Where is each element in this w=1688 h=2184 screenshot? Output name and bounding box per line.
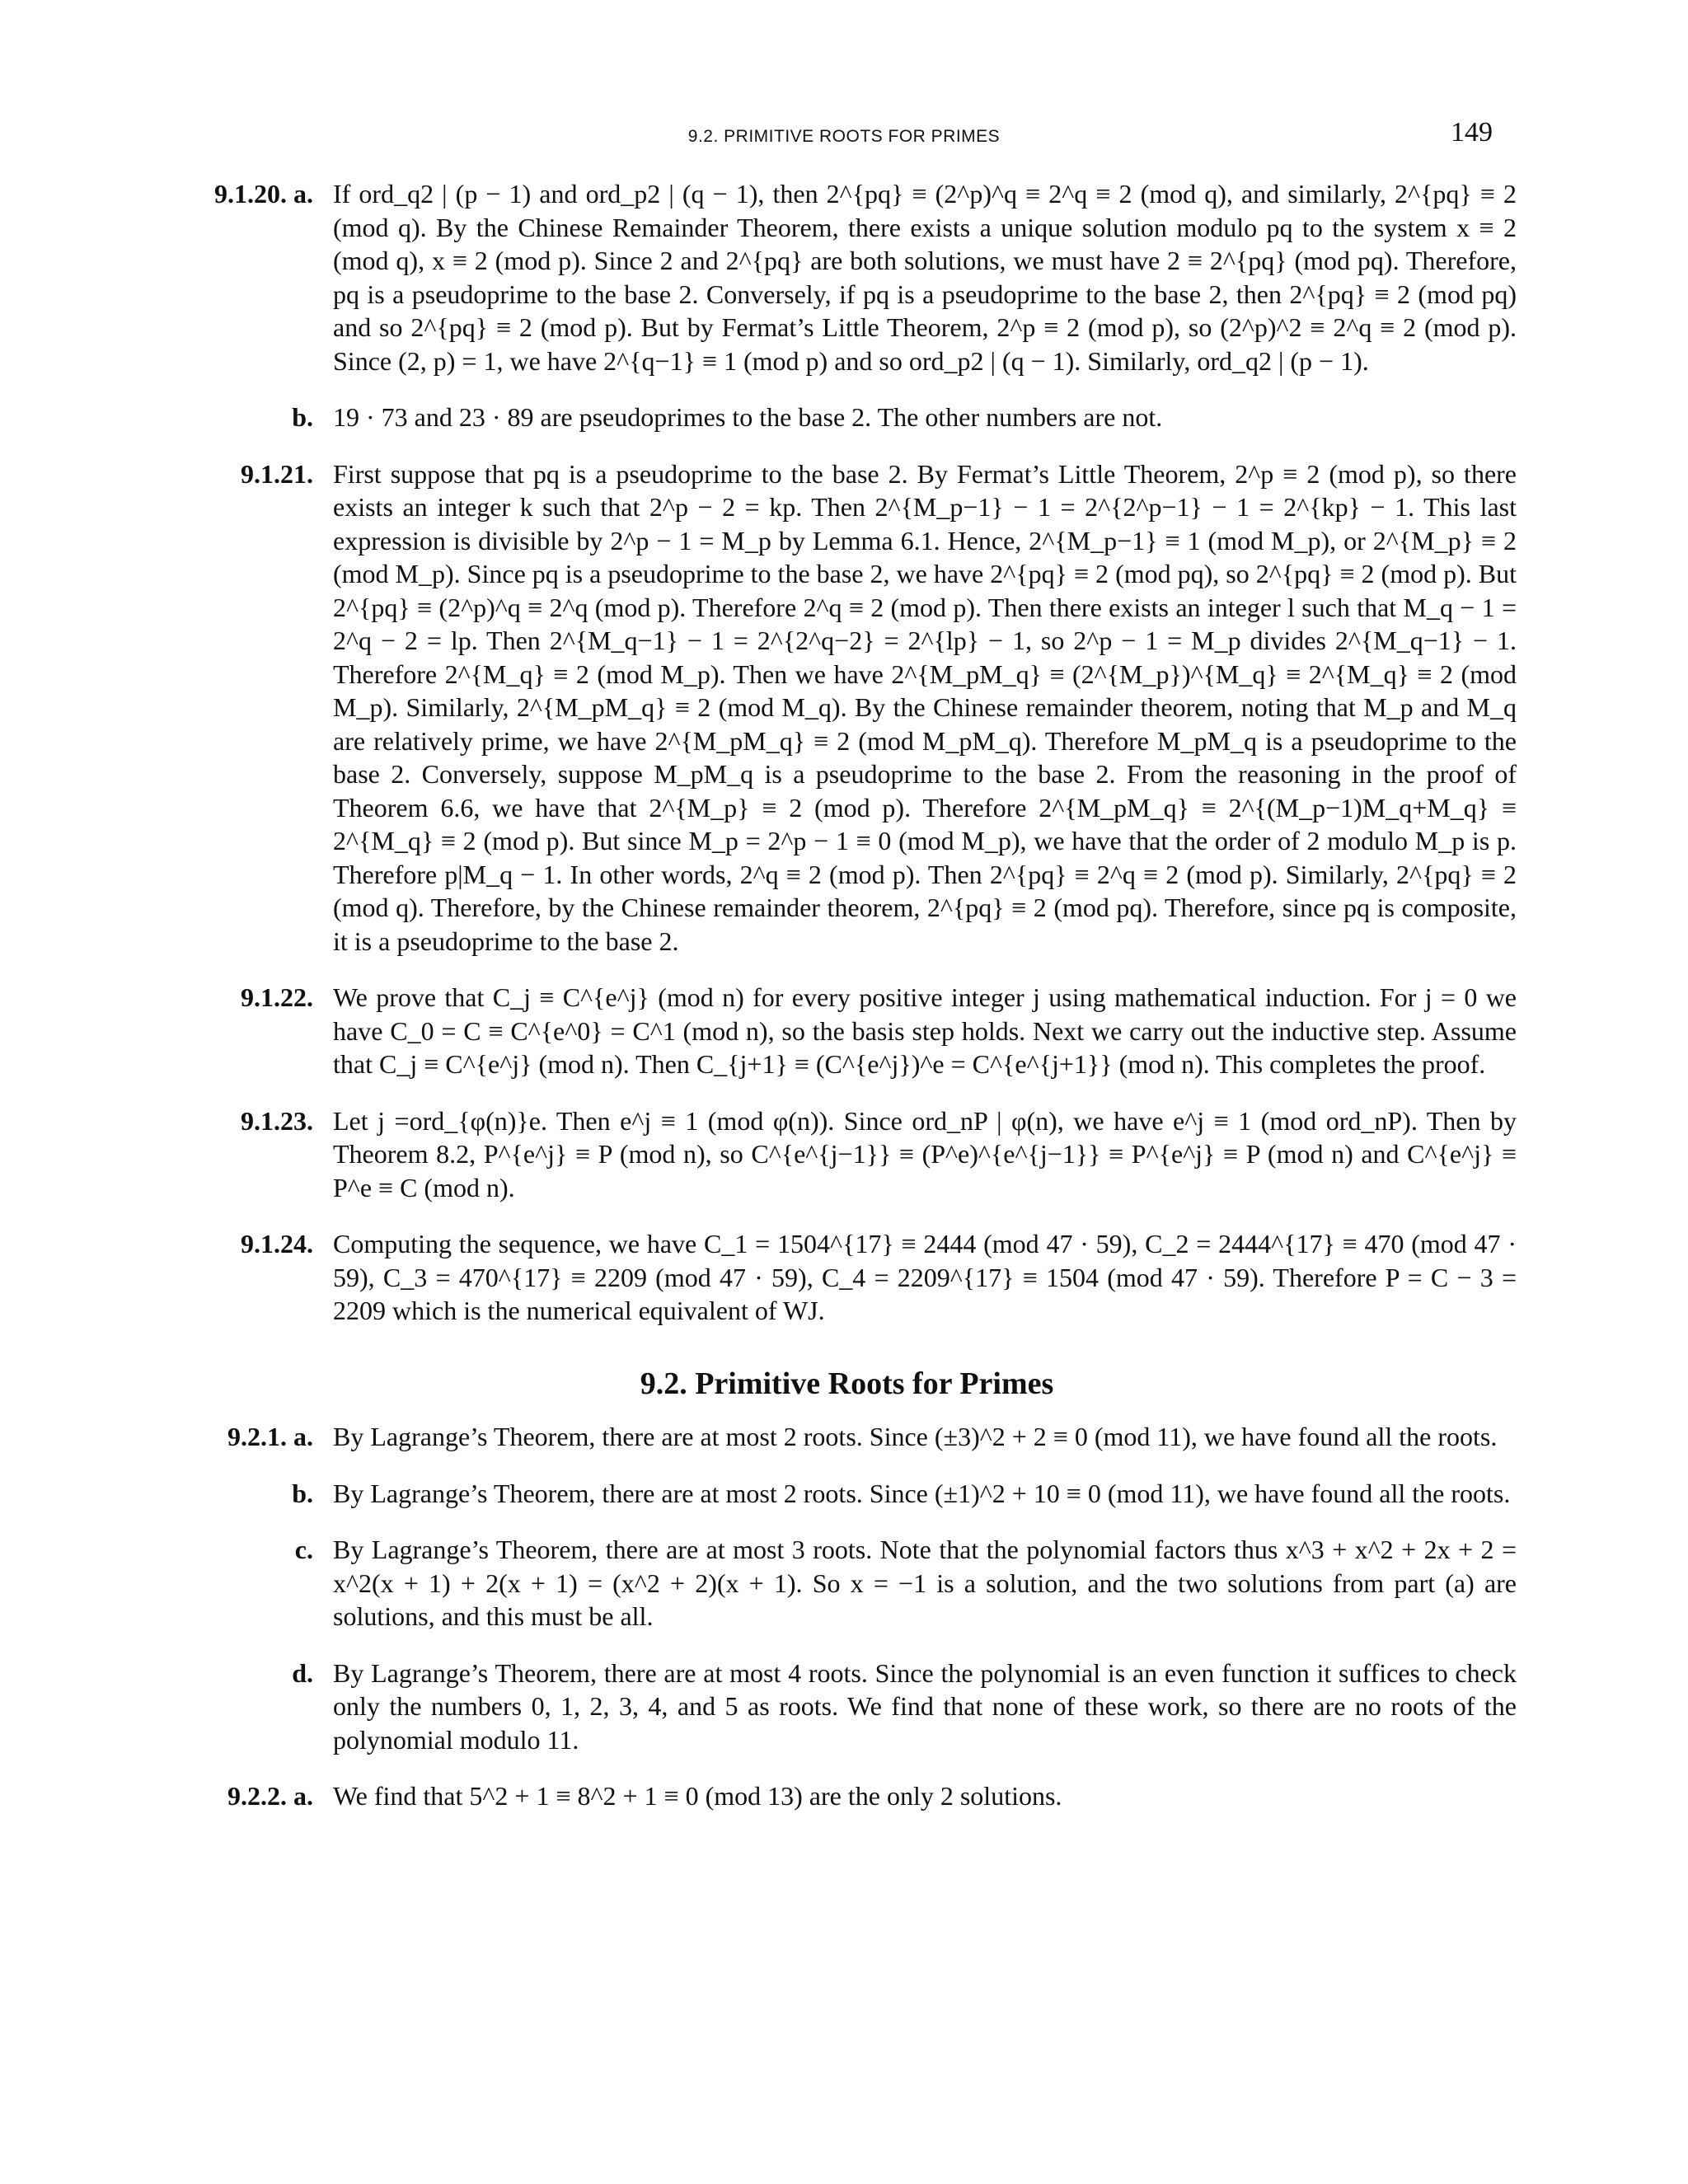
page-number: 149 (1451, 117, 1493, 148)
solution-label: b. (292, 1478, 313, 1508)
solution-label: 9.1.24. (241, 1229, 313, 1258)
section-title: 9.2. Primitive Roots for Primes (640, 1366, 1054, 1401)
solution-9-2-1-d (177, 1657, 1517, 1757)
solution-label: 9.1.23. (241, 1105, 313, 1136)
solution-text: First suppose that pq is a pseudoprime to the base 2. By Fermat’s Little Theorem, 2^p ≡ 2 (mod p), so there exists an integer k such that 2^p − 2 = kp. Then 2^{M_p−1} − 1 = 2^{2^p−1} − 1 = 2^{kp} − 1. This last expression is divisible by 2^p − 1 = M_p by Lemma 6.1. Hence, 2^{M_p−1} ≡ 1 (mod M_p), or 2^{M_p} ≡ 2 (mod M_p). Since pq is a pseudoprime to the base 2, we have 2^{pq} ≡ 2 (mod pq), so 2^{pq} ≡ 2 (mod p). But 2^{pq} ≡ (2^p)^q ≡ 2^q (mod p). Therefore 2^q ≡ 2 (mod p). Then there exists an integer l such that M_q − 1 = 2^q − 2 = lp. Then 2^{M_q−1} − 1 = 2^{2^q−2} = 2^{lp} − 1, so 2^p − 1 = M_p divides 2^{M_q−1} − 1. Therefore 2^{M_q} ≡ 2 (mod M_p). Then we have 2^{M_pM_q} ≡ (2^{M_p})^{M_q} ≡ 2^{M_q} ≡ 2 (mod M_p). Similarly, 2^{M_pM_q} ≡ 2 (mod M_q). By the Chinese remainder theorem, noting that M_p and M_q are relatively prime, we have 2^{M_pM_q} ≡ 2 (mod M_pM_q). Therefore M_pM_q is a pseudoprime to the base 2. Conversely, suppose M_pM_q is a pseudoprime to the base 2. From the reasoning in the proof of Theorem 6.6, we have that 2^{M_p} ≡ 2 (mod p). Therefore 2^{M_pM_q} ≡ 2^{(M_p−1)M_q+M_q} ≡ 2^{M_q} ≡ 2 (mod p). But since M_p = 2^p − 1 ≡ 0 (mod M_p), we have that the order of 2 modulo M_p is p. Therefore p|M_q − 1. In other words, 2^q ≡ 2 (mod p). Then 2^{pq} ≡ 2^q ≡ 2 (mod p). Similarly, 2^{pq} ≡ 2 (mod q). Therefore, by the Chinese remainder theorem, 2^{pq} ≡ 2 (mod pq). Therefore, since pq is composite, it is a pseudoprime to the base 2. (333, 458, 1517, 956)
solution-9-1-22 (177, 981, 1517, 1081)
solution-label: c. (294, 1535, 313, 1564)
page-content (177, 177, 1517, 1836)
running-head: 9.2. PRIMITIVE ROOTS FOR PRIMES (687, 127, 1001, 146)
solution-9-2-1-b (177, 1477, 1517, 1511)
solution-label: 9.2.2. a. (227, 1781, 313, 1811)
solution-9-1-20-a (177, 177, 1517, 377)
solution-text: By Lagrange’s Theorem, there are at most 2 roots. Since (±1)^2 + 10 ≡ 0 (mod 11), we have found all the roots. (333, 1478, 1511, 1508)
solution-9-1-23 (177, 1104, 1517, 1205)
solution-text: Let j =ord_{φ(n)}e. Then e^j ≡ 1 (mod φ(n)). Since ord_nP | φ(n), we have e^j ≡ 1 (mod ord_nP). Then by Theorem 8.2, P^{e^j} ≡ P (mod n), so C^{e^{j−1}} ≡ (P^e)^{e^{j−1}} ≡ P^{e^j} ≡ P (mod n) and C^{e^j} ≡ P^e ≡ C (mod n). (333, 1105, 1517, 1202)
solution-text: Computing the sequence, we have C_1 = 1504^{17} ≡ 2444 (mod 47 · 59), C_2 = 2444^{17} ≡ 470 (mod 47 · 59), C_3 = 470^{17} ≡ 2209 (mod 47 · 59), C_4 = 2209^{17} ≡ 1504 (mod 47 · 59). Therefore P = C − 3 = 2209 which is the numerical equivalent of WJ. (333, 1229, 1517, 1325)
solution-9-2-1-a (177, 1420, 1517, 1454)
solution-label: 9.1.22. (241, 982, 313, 1012)
solution-text: We prove that C_j ≡ C^{e^j} (mod n) for every positive integer j using mathematical induction. For j = 0 we have C_0 = C ≡ C^{e^0} = C^1 (mod n), so the basis step holds. Next we carry out the inductive step. Assume that C_j ≡ C^{e^j} (mod n). Then C_{j+1} ≡ (C^{e^j})^e = C^{e^{j+1}} (mod n). This completes the proof. (333, 982, 1517, 1079)
solution-label: 9.2.1. a. (227, 1422, 313, 1451)
solution-label: 9.1.21. (241, 458, 313, 489)
solution-text: By Lagrange’s Theorem, there are at most 4 roots. Since the polynomial is an even function it suffices to check only the numbers 0, 1, 2, 3, 4, and 5 as roots. We find that none of these work, so there are no roots of the polynomial modulo 11. (333, 1657, 1517, 1755)
solution-text: 19 · 73 and 23 · 89 are pseudoprimes to the base 2. The other numbers are not. (333, 402, 1163, 432)
solution-text: By Lagrange’s Theorem, there are at most 2 roots. Since (±3)^2 + 2 ≡ 0 (mod 11), we have found all the roots. (333, 1422, 1498, 1451)
solution-9-1-21 (177, 457, 1517, 958)
solution-label: 9.1.20. a. (214, 179, 313, 209)
solution-9-2-2-a (177, 1779, 1517, 1813)
solution-text: If ord_q2 | (p − 1) and ord_p2 | (q − 1), then 2^{pq} ≡ (2^p)^q ≡ 2^q ≡ 2 (mod q), and similarly, 2^{pq} ≡ 2 (mod q). By the Chinese Remainder Theorem, there exists a unique solution modulo pq to the system x ≡ 2 (mod q), x ≡ 2 (mod p). Since 2 and 2^{pq} are both solutions, we must have 2 ≡ 2^{pq} (mod pq). Therefore, pq is a pseudoprime to the base 2. Conversely, if pq is a pseudoprime to the base 2, then 2^{pq} ≡ 2 (mod pq) and so 2^{pq} ≡ 2 (mod p). But by Fermat’s Little Theorem, 2^p ≡ 2 (mod p), so (2^p)^2 ≡ 2^q ≡ 2 (mod p). Since (2, p) = 1, we have 2^{q−1} ≡ 1 (mod p) and so ord_p2 | (q − 1). Similarly, ord_q2 | (p − 1). (333, 179, 1517, 376)
solution-text: We find that 5^2 + 1 ≡ 8^2 + 1 ≡ 0 (mod 13) are the only 2 solutions. (333, 1781, 1062, 1811)
solution-9-1-24 (177, 1227, 1517, 1328)
solution-9-2-1-c (177, 1533, 1517, 1633)
solution-label: d. (292, 1657, 313, 1688)
solution-9-1-20-b (177, 401, 1517, 434)
solution-text: By Lagrange’s Theorem, there are at most 3 roots. Note that the polynomial factors thus x^3 + x^2 + 2x + 2 = x^2(x + 1) + 2(x + 1) = (x^2 + 2)(x + 1). So x = −1 is a solution, and the two solutions from part (a) are solutions, and this must be all. (333, 1535, 1517, 1631)
solution-label: b. (292, 402, 313, 432)
